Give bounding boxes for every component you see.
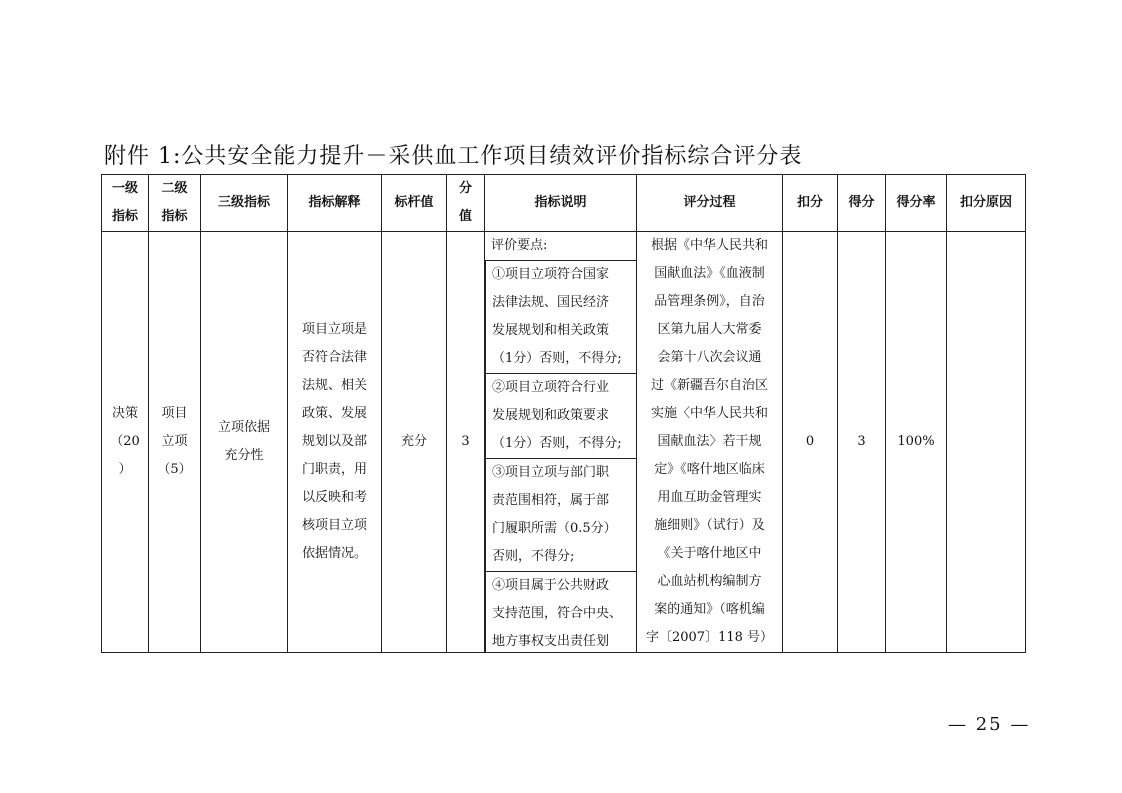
- description-item-4: ④项目属于公共财政 支持范围，符合中央、 地方事权支出责任划: [485, 571, 636, 652]
- header-level2: 二级 指标: [149, 175, 201, 232]
- header-row: [102, 175, 1026, 232]
- cell-process: 根据《中华人民共和 国献血法》《血液制 品管理条例》，自治 区第九届人大常委 会第十八次会议通 过《新疆吾尔自治区 实施〈中华人民共和 国献血法〉若干规 定》《喀什地区临床 用血互助金管理实 施细则》（试行）及 《关于喀什地区中 心血站机构编制方 案的通知》（喀机编 字〔2007〕118 号）: [637, 232, 783, 653]
- header-deduction: 扣分: [783, 175, 838, 232]
- cell-rate: 100%: [886, 232, 947, 653]
- description-item-3: ③项目立项与部门职 责范围相符，属于部 门履职所需（0.5分） 否则，不得分;: [485, 458, 636, 571]
- description-item-1: ①项目立项符合国家 法律法规、国民经济 发展规划和相关政策 （1分）否则，不得分;: [485, 260, 636, 373]
- evaluation-table: [101, 174, 1026, 653]
- cell-obtained: 3: [838, 232, 886, 653]
- page-number: — 25 —: [948, 714, 1031, 735]
- header-process: 评分过程: [637, 175, 783, 232]
- cell-benchmark: 充分: [382, 232, 447, 653]
- table-row: [102, 232, 1026, 653]
- header-reason: 扣分原因: [947, 175, 1026, 232]
- header-obtained: 得分: [838, 175, 886, 232]
- description-head: 评价要点:: [491, 238, 548, 253]
- page-title: 附件 1:公共安全能力提升－采供血工作项目绩效评价指标综合评分表: [104, 144, 803, 169]
- cell-level3: 立项依据 充分性: [201, 232, 288, 653]
- header-description: 指标说明: [485, 175, 637, 232]
- cell-reason: [947, 232, 1026, 653]
- cell-level1: 决策 （20 ）: [102, 232, 149, 653]
- header-level1: 一级 指标: [102, 175, 149, 232]
- cell-score: 3: [447, 232, 485, 653]
- cell-level2: 项目 立项 （5）: [149, 232, 201, 653]
- header-benchmark: 标杆值: [382, 175, 447, 232]
- description-item-2: ②项目立项符合行业 发展规划和政策要求 （1分）否则，不得分;: [485, 373, 636, 458]
- cell-description: [485, 232, 637, 653]
- cell-deduction: 0: [783, 232, 838, 653]
- header-level3: 三级指标: [201, 175, 288, 232]
- header-score: 分 值: [447, 175, 485, 232]
- header-explain: 指标解释: [288, 175, 382, 232]
- cell-explain: 项目立项是 否符合法律 法规、相关 政策、发展 规划以及部 门职责，用 以反映和考 核项目立项 依据情况。: [288, 232, 382, 653]
- header-rate: 得分率: [886, 175, 947, 232]
